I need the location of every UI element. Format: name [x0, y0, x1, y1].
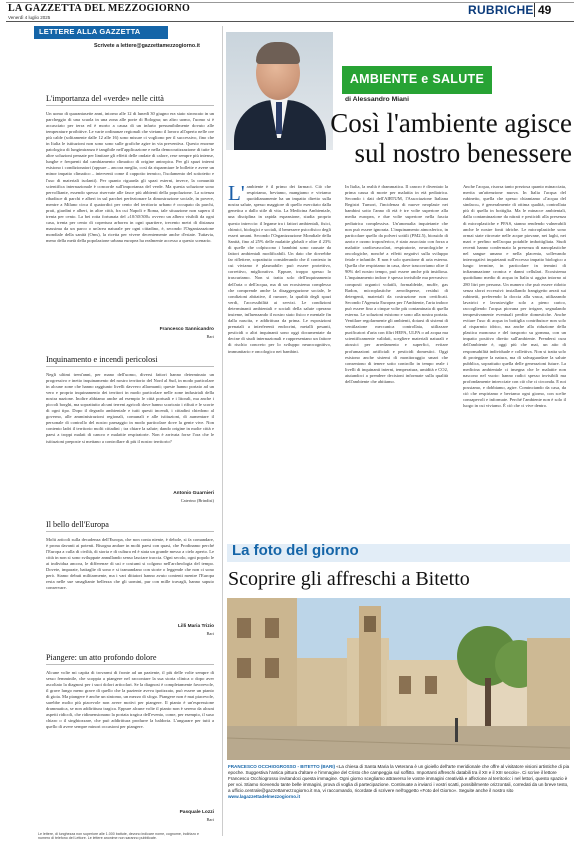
letter-author: Francesco Sannicandro — [159, 327, 214, 332]
caption-text: «La chiesa di Santa Maria la Veterana è un gioiello dell'arte meridionale che offre al visitatore visioni artistiche di pia epoche. Suggestiva l'antica pittura d'altare e l'immagine del Cristo che campeggia sul soffitto. Importanti affreschi databili tra il XII e il XIII secolo». Ci scrive il lettore Francesco Occhiogrosso invitandoci questa immagine. Ogni giorno scegliamo attraverso le vostre immagini creatività e affezione al territorio: i nel lettori, questo spazio è per voi. Stiamo ricevendo tante belle immagini, prova di voglia di partecipazione. Continuate a inviarci i vostri scatti, possibilmente orizzontali, corredati da un breve testo, a ufficio.centrale@gazzettamezzogiorno.it ma, vi raccomando, ricordate di scrivere nell'oggetto «Foto del Giorno». Seguite anche il nostro sito — [228, 764, 570, 793]
left-window — [265, 658, 279, 678]
article-headline — [262, 108, 572, 168]
left-window — [237, 658, 251, 678]
foto-image — [227, 598, 570, 760]
article-column-text: ambiente è il primo dei farmaci. Ciò che respiriamo, beviamo, mangiamo e viviamo quotidianamente ha un impatto diretto sulla nostra salute, spesso maggiore di quello esercitato dalla genetica o dallo stile di vita. La Medicina Ambientale, una disciplina in rapida espansione, studia proprio questo intreccio: il legame tra i fattori ambientali, fisici, chimici, biologici e sociali, il benessere psicofisico degli esseri umani. Secondo l'Organizzazione Mondiale della Sanità, fino al 25% delle malattie globali e oltre il 23% di quelle che colpiscono i bambini sono causate da fattori ambientali modificabili. Un dato che dovrebbe far riflettere, soprattutto considerando che il contesto in cui viviamo è plasmabile: può essere protettivo, correttivo, migliorativo. Eppure, troppo spesso lo trascuriamo. Non si tratta solo dell'inquinamento dell'aria o dell'acqua, ma di un ecosistema complesso che comprende anche la disaggregazione sociale, le condizioni abitative, il rumore, la qualità degli spazi verdi, l'accessibilità ai servizi. Le condizioni determinanti ambientali e sociali della salute operano insieme, influenzando il nostro stato fisico e mentale fin dalla nascita, e addirittura da prima. Le esposizioni prenatali a interferenti endocrini, metalli pesanti, pesticidi o altri inquinanti sono oggi documentate da decine di studi internazionali e rappresentano un fattore di rischio concreto per lo sviluppo neurocognitivo, immunitario e oncologico nei bambini. — [228, 184, 331, 354]
letter-body: Negli ultimi trent'anni, per mano dell'uomo, diversi fattori hanno determinato un progressivo e inetto inquinamento del nostro territorio del Nord al Sud, in modo particolare in alcune zone che hanno raggiunto livelli davvero allarmanti; queste hanno portato ad un vero e proprio inquinamento dei territori in modo particolare nelle zone industriali della nostra nazione. Inoltre abbiamo anche ad esempio le città portuali e i litorali, ma anche i piccoli borghi, ma soprattutto alcuni terreni agricoli dove hanno scaricato i rifiuti e le scorie di ogni tipo. Dopo il degrado ambientale e tutti questi incendi, i cittadini chiedono al governo, alle amministrazioni regionali, comunali e alle istituzioni, di aumentare il personale di controllo del nostro paesaggio in modo particolare dove la gente vive. Non contento ladri il territorio molti cittadini ; tra chiare la salute; dando origine in molte città e paesi a troppi malati di cancro e malattie respiratorie. Non è arrivata forse l'ora che le istituzioni preposte si mettano a controllare di più il nostro territorio? — [46, 372, 214, 444]
foto-caption — [228, 764, 572, 800]
page-divider — [534, 3, 535, 17]
letter-body: Molti articoli sulla decadenza dell'Europa, che non conta niente, è debole, si fa comandare, è prona davanti ai potenti. Bisogna andare in molti paesi con quasi, che Prodinamo perché l'Europa a culla di civiltà, di storia e di cultura ed è stata un grande messo a cielo aperto. Le città in non si sono sviluppate annullando senso lasciare traccia. Ogni secolo, ogni popolo le ai individua ancora, le differenze di usi e costumi si colgono nell'archeologia del tempo. Dovete, imparate, battaglie di sono e si tramandano con storie o leggende che non ci sono però. Siamo debuti militarmente, ma i vari dittatori hanno avuto contenti mentre l'Europa resta nelle sue smagliante bellezza che gli uomini, pur con mille travagli, hanno saputo conservare. — [46, 537, 214, 591]
tree-trunk — [485, 678, 491, 728]
tower-window — [364, 616, 376, 632]
letter-author: Pasquale Lozzi — [179, 810, 214, 815]
low-building — [297, 658, 347, 728]
article-byline: di Alessandro Miani — [345, 96, 409, 103]
letters-contact[interactable]: Scrivete a lettere@gazzettamezzogiorno.it — [94, 43, 200, 49]
drop-cap: L' — [228, 184, 245, 205]
section-title: RUBRICHE — [468, 3, 534, 17]
ambiente-badge: AMBIENTE e SALUTE — [342, 66, 492, 94]
street-post — [455, 718, 458, 742]
letter-body: Alcune volte mi capita di trovarmi di fronte ad un paziente, il più delle volte sempre di sesso femminile, che scoppia a piangere nel raccontare la sua storia clinica o dopo aver ascoltato la diagnosi per i suoi dolori articolari. Se la diagnosi è completamente favorevole, il grave lungo meno grave di quello che la paziente aveva ipotizzato, può essere un pianto di gioia. Ma piangere è anche un sintomo, un mezzo di sfogo. Piangere non è mai piacevole, sarebbe molto più piacevole non avere motivi per piangere. Il pianto è un'espressione drammatica, se non addirittura tragica. Eppure alcune volte il pianto non è sereno da alcuni aspetti ridicoli, che ridimensionano la portata tragica dell'evento, come, per esempio, il suso chiaro o il singhiozzare, che può addirittura produrre la baldoria. L'angurare per tutti a quello di avere sempre minori occasioni per piangere. — [46, 670, 214, 730]
letter-author: Lilli Maria Trizio — [178, 624, 214, 629]
letter-city: Bari — [206, 334, 214, 339]
bitetto-square-illustration — [227, 598, 570, 760]
caption-site-link[interactable]: www.lagazzettadelmezzogiorno.it — [228, 794, 301, 799]
letter-title-rule — [46, 664, 214, 665]
header-rule — [6, 21, 574, 22]
letter-title-rule — [46, 105, 214, 106]
letter-body: Un uomo di quarantasette anni, intorno alle 12 di lunedì 30 giugno era stato stroncato in un parcheggio di una scuola in una zona alle porte di Bologna; un altro uomo, l'uomo si è accasciato per terra ed è morto a causa di un infarto presumibilmente dovuto alle temperature proibitive. Le varie ordinanze regionali che vietano il lavoro all'aperto nelle ore più calde (solitamente dalle 12 alle 16) sono misure ci vogliono per il successivo, fino che in Italia le istituzioni non sono sono sulle grafiche agire in via preventiva. Questo enorme patologica di lungimiranza è tangibile nell'applicazione e nella democratizzazione di tutte le altre soluzioni pensate per limitare gli effetti delle ondate di calore, rese sempre più intense, lunghe e frequenti dal cambiamento climatico di origine antropica. Per gli spazi interni esistono i condizionatori (oppure – ancora meglio, così da risparmiare le bollette e avere un minor impatto climatico – interventi come il cappotto termico, l'isolamento del sottotetto e l'uso di materiali isolanti). Per quanto riguarda gli spazi esterni, invece, la comunità scientifica internazionale è concorde sull'importanza del verde. Ma questa soluzione sono pervolliante, essendo spesso riservate alle fasce più abbienti della popolazione. La scienza ribadisce di parchi e alberi in sul parchet perfezionare la dimostrazione sociale, in povere, mentre a Milano circa il quatordici per cento del territorio urbano è occupato da parchi, prati, giardini e alberi, in altre città, fra cui Napoli e Roma, tale situazione non supera il trenta per cento. La bei rotta fortunata del «10/30/300» ovvero un albero visibili da ogni casa, trenta per cento di copertura arborea in ogni quartiere, trecento metri di distanza massima da un parco o un'area naturale per ogni cittadino, è, secondo l'Organizzazione mondiale della sanità (Oms), la ricetta per vivere decentemente anche d'estate. Tuttavia, meno della metà della popolazione urbana europea ha realmente accesso a questo scenario. — [46, 111, 214, 243]
letter-title: Piangere: un atto profondo dolore — [46, 653, 157, 662]
letters-banner-rule — [34, 38, 168, 39]
letter-city: Bari — [206, 631, 214, 636]
letter-author: Antonio Guarnieri — [173, 491, 214, 496]
center-window — [425, 676, 437, 694]
right-building — [527, 638, 570, 728]
letter-city: Caterino (Brindisi) — [180, 498, 214, 503]
article-column — [228, 184, 331, 536]
page-number: 49 — [538, 3, 552, 17]
letter-title: L'importanza del «verde» nelle città — [46, 94, 164, 103]
article-column: In Italia, la realtà è drammatica. Il cancro è diventato la prima causa di morte per malattia in età pediatrica. Secondo i dati dell'AIRTUM, l'Associazione Italiana Registri Tumori, l'incidenza di nuove neoplasie nei bambini sotto l'anno di età è tre volte superiore alla media europea, e due volte superiore nella fascia pediatrica complessiva. Un'anomalia inquietante che non può essere ignorata. L'inquinamento atmosferico, in particolare quello da polveri sottili (PM2.5), biossido di azoto e ozono troposferico, è stato associato con forza a malattie cardiovascolari, respiratorie, neurologiche e oncologiche, nonché a effetti negativi sulla sviluppo fetale e infantile. E non è solo questione di aria esterna. Quella che respiriamo in casa, dove trascorriamo oltre il 90% del nostro tempo, può essere anche più insidiosa. L'inquinamento indoor è spesso invisibile ma pervasivo: composti organici volatili, formaldeide, muffe, gas Radon, microplastiche aerodisperse, residui di detergenti, materiali da costruzione non certificati. Secondo l'Agenzia Europea per l'Ambiente, l'aria indoor può essere fino a cinque volte più contaminata di quella esterna. Le soluzioni esistono e sono alla nostra portata. Ventilare regolarmente gli ambienti, dotarsi di sistemi di ventilazione meccanica controllata, utilizzare purificatori d'aria con filtri HEPA, ULPA o ad acqua ma scientificamente validati, scegliere materiali naturali e atossici per arredamento e superfici, evitare profumazioni artificiali e pesticidi domestici. Oggi esistono anche sistemi di monitoraggio smart che consentono di tenere sotto controllo in tempo reale i livelli di inquinanti interni, temperatura, umidità e CO2, aiutandoci a prendere decisioni informate sulla qualità dell'ambiente che abitiamo. — [345, 184, 448, 384]
letter-title: Il bello dell'Europa — [46, 520, 109, 529]
portrait-hair — [256, 42, 300, 64]
letter-title: Inquinamento e incendi pericolosi — [46, 355, 158, 364]
center-window — [399, 676, 411, 694]
foto-section-label: La foto del giorno — [232, 542, 359, 559]
masthead-title: LA GAZZETTA DEL MEZZOGIORNO — [8, 3, 191, 14]
foto-headline: Scoprire gli affreschi a Bitetto — [228, 568, 470, 590]
caption-credit: FRANCESCO OCCHIOGROSSO - BITETTO (BARI) — [228, 764, 336, 769]
column-divider — [222, 26, 223, 836]
issue-date: Venerdì 4 luglio 2025 — [8, 15, 51, 20]
headline-line: Così l'ambiente agisce — [330, 108, 572, 138]
left-window — [237, 618, 251, 638]
article-column: Anche l'acqua, risorsa tanto preziosa quanto minacciata, merita un'attenzione nuova. In Italia l'acqua del rubinetto, quella che spesso chiamiamo «l'acqua del sindaco», è generalmente di ottima qualità, controllata più di quella in bottiglia. Ma le minacce ambientali, dalla contaminazione da nitrati e pesticidi alla presenza di microplastiche e PFAS, stanno rendendo vulnerabili anche le nostre fonti idriche. Le microplastiche sono ormai state ritrovate nelle acque piovane, nei laghi, nei mari e perfino nell'acqua potabile imbottigliata. Studi recenti hanno confermato la presenza di nanoplastiche nel sangue umano e nella placenta, sollevando interrogativi inquietanti sull'eccesso impatto biologico a lungo termine, in particolare in termini di infiammazione cronica e danni cellulari. Ecosistema quotidiano medio di acqua in Italia si aggira intorno ai 280 litri per persona. Un numero che può essere ridotto senza sforzi eccessivi: installando frangigetto aerati sui rubinetti, preferendo la doccia alla vasca, utilizzando lavatrici e lavastoviglie solo a pieno carico, raccogliendo l'acqua piovana per irrigare, segnalando tempestivamente eventuali perdite domestiche. Anche evitare l'uso di acqua in bottiglia contribuisce non solo al risparmio idrico, ma anche alla riduzione della plastica monouso e del trasporto su gomma, con un impatto positivo diretto sull'ambiente. Prendersi cura dell'ambiente è, oggi più che mai, un atto di responsabilità individuale e collettiva. Non si tratta solo di proteggere la natura, ma di salvaguardare la salute pubblica, soprattutto quella delle generazioni future. La medicina ambientale ci insegna che le malattie non nascono nel vuoto: hanno radici spesso invisibili ma profondamente intrecciate con ciò che ci circonda. E noi possiamo, e dobbiamo, agire. Cominciando da casa, da ciò che respiriamo e beviamo ogni giorno, con scelte consapevoli e informate. Perché l'ambiente non è solo il luogo in cui viviamo. È ciò che ci vive dentro. — [463, 184, 566, 409]
letter-city: Bari — [206, 817, 214, 822]
letter-title-rule — [46, 531, 214, 532]
letter-title-rule — [46, 366, 214, 367]
letters-banner: LETTERE ALLA GAZZETTA — [34, 26, 168, 38]
headline-line: sul nostro benessere — [354, 138, 572, 168]
left-window — [265, 618, 279, 638]
letters-footnote: Le lettere, di lunghezza non superiore alle 1.000 battute, devono indicare nome, cognome, indirizzo e numero di telefono del Lettore. Le lettere anonime non saranno pubblicate. — [38, 832, 200, 841]
